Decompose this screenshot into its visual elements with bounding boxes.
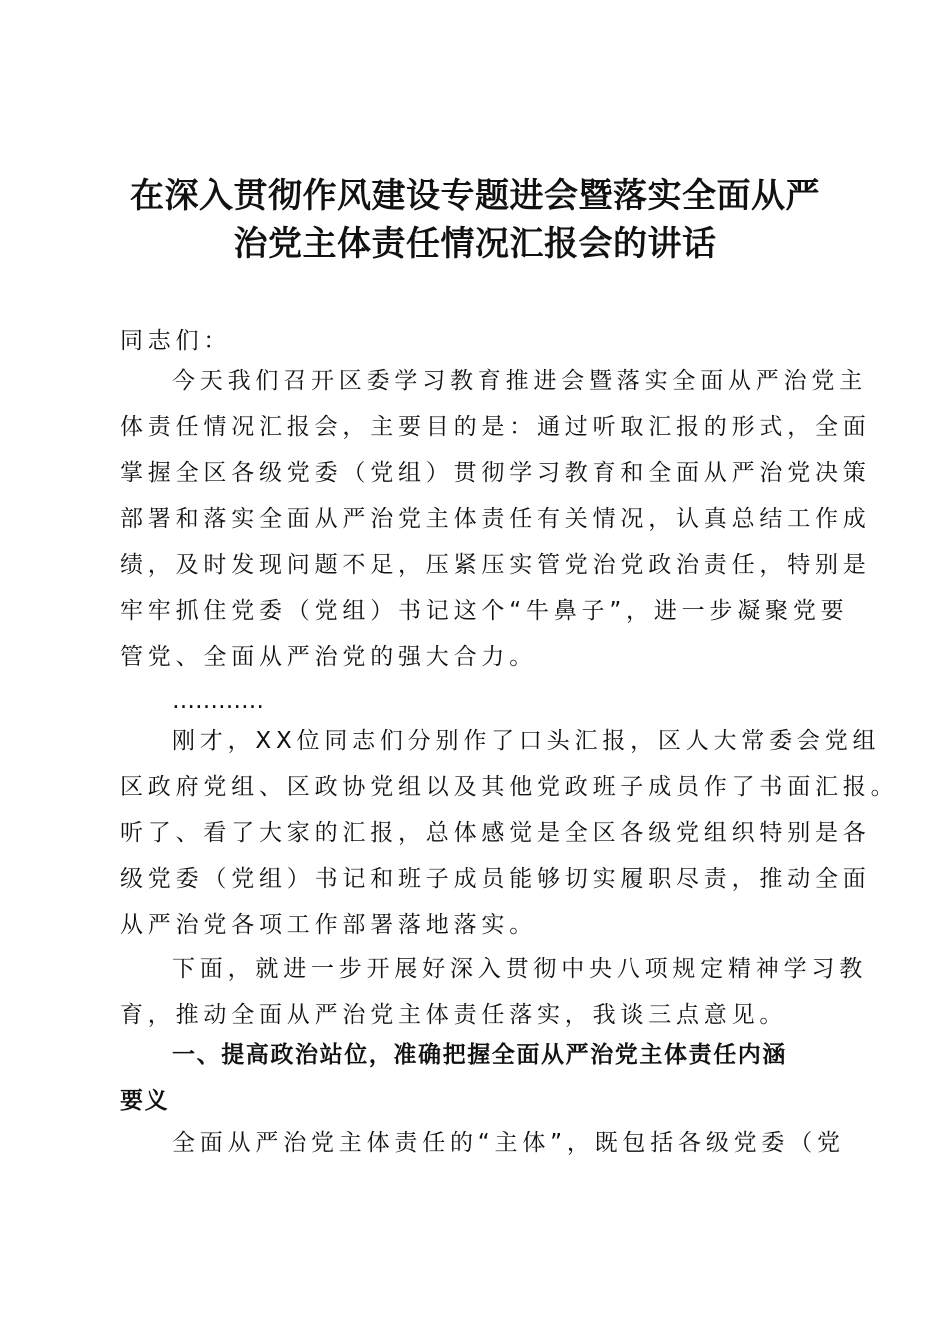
- paragraph-opening: [120, 358, 871, 680]
- paragraph-line: 从严治党各项工作部署落地落实。: [120, 912, 537, 938]
- paragraph-line: 管党、全面从严治党的强大合力。: [120, 644, 537, 670]
- salutation-text: 同志们：: [120, 328, 232, 354]
- paragraph-line: 育，推动全面从严治党主体责任落实，我谈三点意见。: [120, 1002, 788, 1028]
- heading-line: 要义: [120, 1088, 170, 1114]
- title-line-1: 在深入贯彻作风建设专题进会暨落实全面从严: [130, 176, 820, 216]
- paragraph-transition: [120, 946, 867, 1038]
- paragraph-line: 级党委（党组）书记和班子成员能够切实履职尽责，推动全面: [120, 866, 871, 892]
- paragraph-line: 今天我们召开区委学习教育推进会暨落实全面从严治党主: [172, 368, 867, 394]
- section-heading-1: [120, 1032, 832, 1124]
- document-title: [100, 172, 850, 268]
- heading-line: 一、提高政治站位，准确把握全面从严治党主体责任内涵: [172, 1042, 787, 1068]
- title-line-2: 治党主体责任情况汇报会的讲话: [233, 224, 717, 264]
- paragraph-line: 下面，就进一步开展好深入贯彻中央八项规定精神学习教: [172, 956, 867, 982]
- ellipsis-text: …………: [172, 688, 264, 714]
- paragraph-line: 体责任情况汇报会，主要目的是：通过听取汇报的形式，全面: [120, 414, 871, 440]
- paragraph-line: 刚才，XX位同志们分别作了口头汇报，区人大常委会党组: [172, 728, 881, 754]
- paragraph-reports: [120, 718, 899, 948]
- paragraph-section-1: [120, 1120, 845, 1166]
- paragraph-line: 绩，及时发现问题不足，压紧压实管党治党政治责任，特别是: [120, 552, 871, 578]
- paragraph-line: 听了、看了大家的汇报，总体感觉是全区各级党组织特别是各: [120, 820, 871, 846]
- paragraph-line: 部署和落实全面从严治党主体责任有关情况，认真总结工作成: [120, 506, 871, 532]
- paragraph-line: 牢牢抓住党委（党组）书记这个“牛鼻子”，进一步凝聚党要: [120, 598, 849, 624]
- paragraph-line: 掌握全区各级党委（党组）贯彻学习教育和全面从严治党决策: [120, 460, 871, 486]
- paragraph-line: 区政府党组、区政协党组以及其他党政班子成员作了书面汇报。: [120, 774, 899, 800]
- paragraph-line: 全面从严治党主体责任的“主体”，既包括各级党委（党: [172, 1130, 845, 1156]
